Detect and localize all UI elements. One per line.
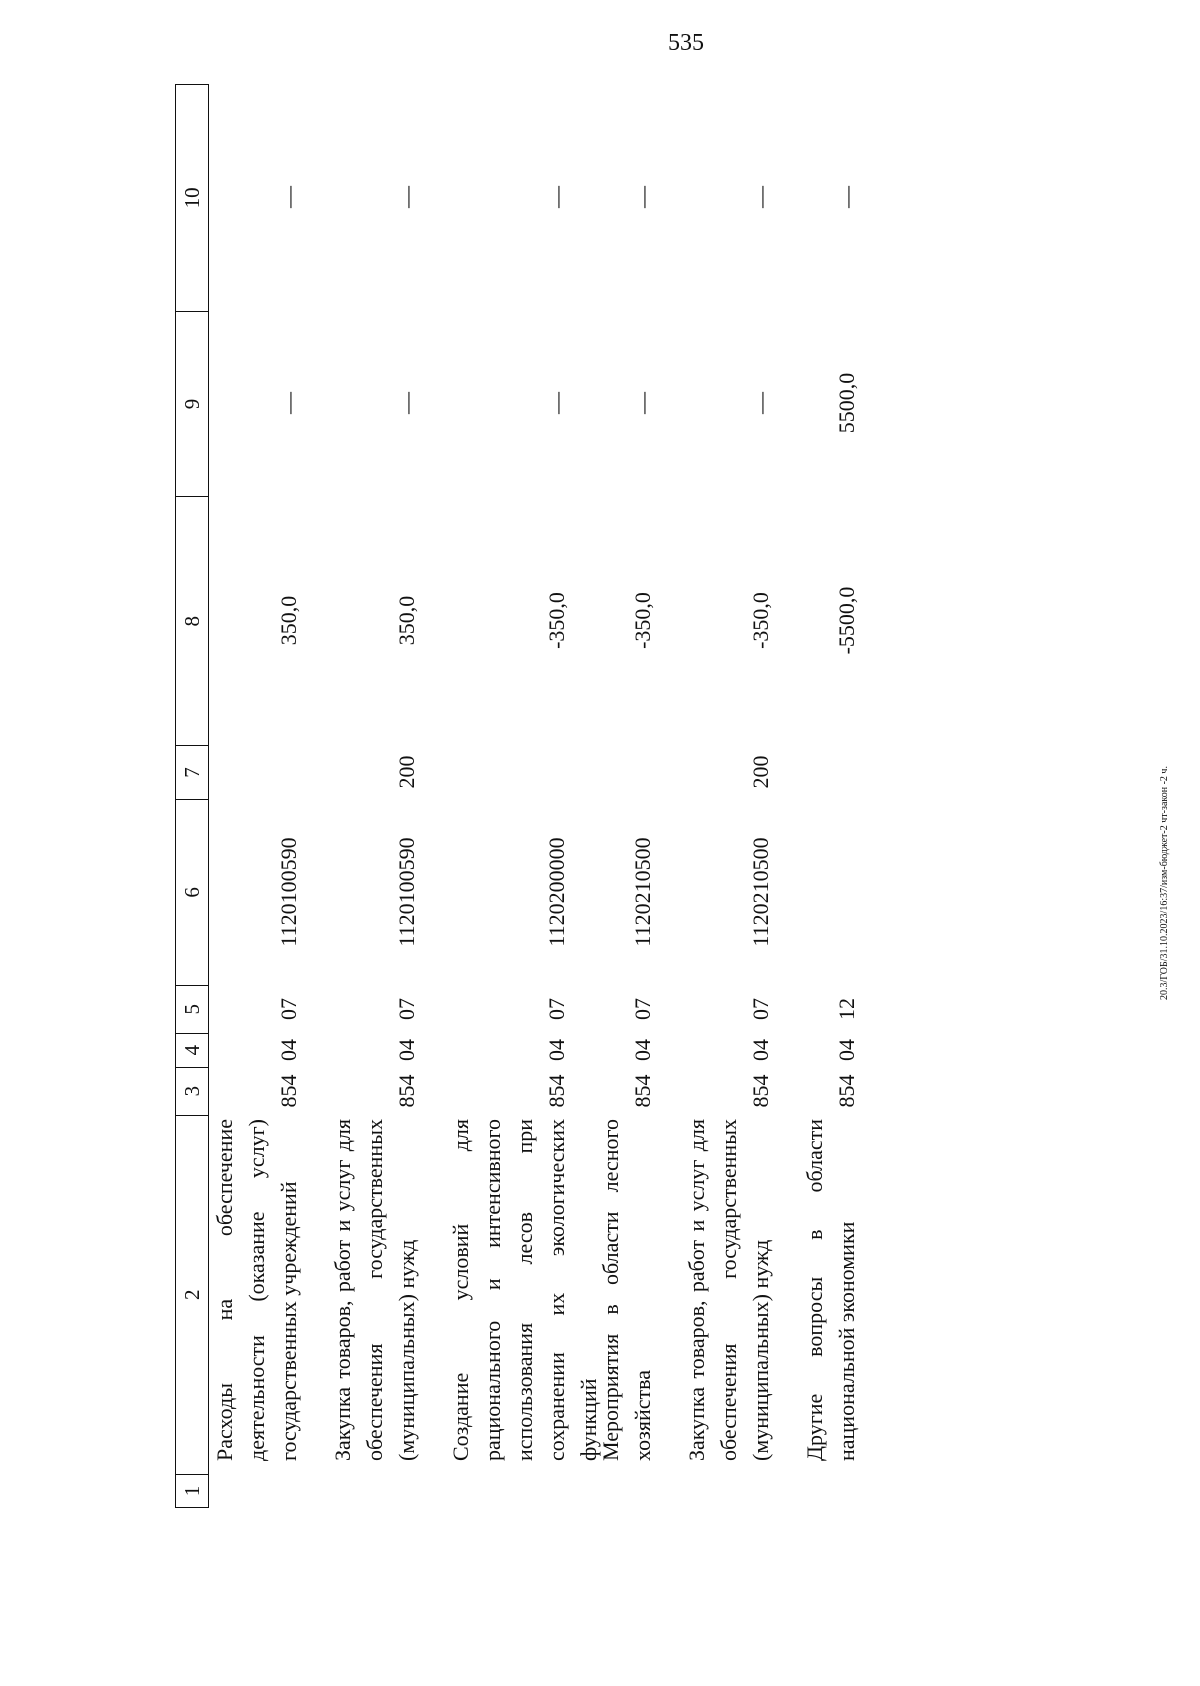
row-code-7: 200 [394,755,419,789]
header-col-3: 3 [176,1067,208,1115]
row-code-4: 04 [834,1039,859,1061]
row-value-8: -350,0 [630,592,655,649]
row-code-5: 07 [394,998,419,1020]
row-value-8: -5500,0 [834,586,859,655]
header-col-5: 5 [176,985,208,1033]
row-code-4: 04 [394,1039,419,1061]
row-code-5: 12 [834,998,859,1020]
row-code-3: 854 [394,1074,419,1108]
row-code-4: 04 [544,1039,569,1061]
row-value-9: — [276,392,301,414]
document-footer-code: 20.3/ГОБ/31.10.2023/16:37/изм-бюджет-2 чт-закон -2 ч. [1159,766,1170,1000]
header-col-7: 7 [176,745,208,799]
row-name: Создание условий для рационального и интенсивного использования лесов при сохранении их экологических функций [448,1119,601,1461]
row-value-10: — [394,186,419,208]
row-name: Закупка товаров, работ и услуг для обеспечения государственных (муниципальных) нужд [684,1119,773,1461]
row-value-10: — [748,186,773,208]
row-code-3: 854 [748,1074,773,1108]
row-code-7: 200 [748,755,773,789]
row-value-9: 5500,0 [834,372,859,434]
page-number: 535 [668,30,704,56]
header-col-4: 4 [176,1033,208,1067]
table-row [209,84,305,1508]
row-value-10: — [276,186,301,208]
header-col-2: 2 [176,1115,208,1475]
row-code-3: 854 [276,1074,301,1108]
row-name: Мероприятия в области лесного хозяйства [598,1119,655,1461]
row-code-5: 07 [276,998,301,1020]
budget-table [175,84,975,1508]
row-value-9: — [394,392,419,414]
row-code-3: 854 [544,1074,569,1108]
header-col-8: 8 [176,496,208,745]
row-value-8: 350,0 [394,595,419,646]
row-code-6: 1120100590 [276,837,301,947]
row-value-9: — [748,392,773,414]
row-code-6: 1120210500 [630,837,655,947]
row-value-10: — [630,186,655,208]
header-col-1: 1 [176,1474,208,1507]
row-value-10: — [544,186,569,208]
row-code-3: 854 [630,1074,655,1108]
table-row [445,84,601,1508]
table-row [681,84,777,1508]
row-code-4: 04 [748,1039,773,1061]
row-code-4: 04 [276,1039,301,1061]
table-row [799,84,863,1508]
table-row [595,84,659,1508]
row-code-5: 07 [630,998,655,1020]
table-header-row [175,84,209,1508]
row-name: Другие вопросы в области национальной экономики [802,1119,859,1461]
row-name: Закупка товаров, работ и услуг для обеспечения государственных (муниципальных) нужд [330,1119,419,1461]
row-code-6: 1120200000 [544,837,569,947]
table-row [327,84,423,1508]
row-value-9: — [544,392,569,414]
header-col-10: 10 [180,187,204,209]
row-code-5: 07 [544,998,569,1020]
row-name: Расходы на обеспечение деятельности (оказание услуг) государственных учреждений [212,1119,301,1461]
row-value-8: -350,0 [748,592,773,649]
row-value-8: -350,0 [544,592,569,649]
row-value-10: — [834,186,859,208]
row-value-9: — [630,392,655,414]
row-code-6: 1120100590 [394,837,419,947]
row-code-4: 04 [630,1039,655,1061]
header-col-6: 6 [176,799,208,985]
row-code-3: 854 [834,1074,859,1108]
row-code-6: 1120210500 [748,837,773,947]
header-col-9: 9 [176,311,208,497]
row-code-5: 07 [748,998,773,1020]
row-value-8: 350,0 [276,595,301,646]
